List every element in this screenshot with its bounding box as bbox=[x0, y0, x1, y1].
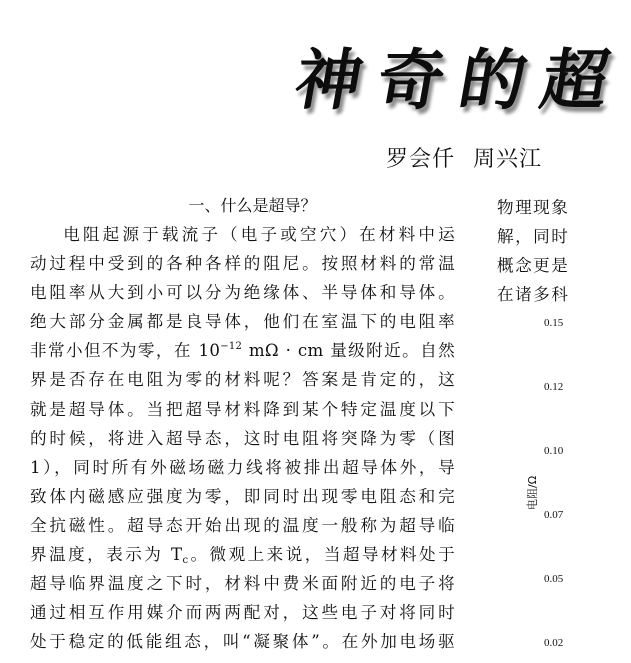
text-line-with-formula bbox=[30, 540, 455, 569]
text-fragment: 量级附近。自然 bbox=[323, 341, 455, 361]
text-line: 概念更是 bbox=[497, 256, 570, 275]
text-line: 超导临界温度之下时，材料中费米面附近的电子将 bbox=[30, 574, 455, 594]
text-fragment: 。微观上来说，当超导材料处于 bbox=[188, 545, 456, 565]
text-line: 致体内磁感应强度为零，即同时出现零电阻态和完 bbox=[30, 486, 455, 506]
resistance-chart bbox=[510, 300, 570, 663]
body-text bbox=[30, 220, 455, 656]
text-line-with-formula bbox=[30, 336, 455, 365]
article-title: 神奇的超 bbox=[289, 41, 631, 119]
author-name: 罗会仟 bbox=[386, 147, 456, 172]
text-line: 绝大部分金属都是良导体，他们在室温下的电阻率 bbox=[30, 312, 455, 332]
text-line: 界是否存在电阻为零的材料呢？答案是肯定的，这 bbox=[30, 370, 455, 390]
text-line: 处于稳定的低能组态，叫“凝聚体”。在外加电场驱 bbox=[30, 632, 455, 652]
text-line: 的时候，将进入超导态，这时电阻将突降为零（图 bbox=[30, 428, 455, 448]
section-heading: 一、什么是超导？ bbox=[188, 196, 317, 215]
text-line: 电阻起源于载流子（电子或空穴）在材料中运 bbox=[63, 225, 455, 244]
text-line: 通过相互作用媒介而两两配对，这些电子对将同时 bbox=[30, 603, 455, 623]
text-line: 全抗磁性。超导态开始出现的温度一般称为超导临 bbox=[30, 515, 455, 535]
text-line: 物理现象 bbox=[497, 198, 570, 217]
y-tick-label: 0.02 bbox=[544, 637, 564, 649]
y-axis-label: 电阻/Ω bbox=[526, 475, 539, 510]
y-tick-label: 0.12 bbox=[544, 381, 564, 393]
right-column bbox=[497, 193, 587, 309]
text-line: 动过程中受到的各种各样的阻尼。按照材料的常温 bbox=[30, 254, 455, 274]
subscript: c bbox=[182, 555, 189, 567]
text-fragment: 界温度，表示为 T bbox=[30, 545, 183, 565]
text-line: 在诸多科 bbox=[497, 285, 570, 304]
text-line: 电阻率从大到小可以分为绝缘体、半导体和导体。 bbox=[30, 283, 455, 303]
author-name: 周兴江 bbox=[473, 147, 543, 172]
y-tick-label: 0.10 bbox=[544, 445, 564, 457]
text-line: 就是超导体。当把超导材料降到某个特定温度以下 bbox=[30, 399, 455, 419]
unit-text: mΩ · cm bbox=[242, 341, 324, 361]
text-line: 1），同时所有外磁场磁力线将被排出超导体外，导 bbox=[30, 457, 455, 477]
author-line bbox=[386, 142, 560, 173]
text-fragment: 非常小但不为零，在 10 bbox=[30, 341, 221, 361]
text-line: 解，同时 bbox=[497, 227, 570, 246]
y-tick-label: 0.15 bbox=[544, 317, 564, 329]
y-tick-label: 0.07 bbox=[544, 509, 564, 521]
exponent: −12 bbox=[220, 341, 243, 353]
y-tick-label: 0.05 bbox=[544, 573, 564, 585]
left-column bbox=[30, 192, 455, 656]
